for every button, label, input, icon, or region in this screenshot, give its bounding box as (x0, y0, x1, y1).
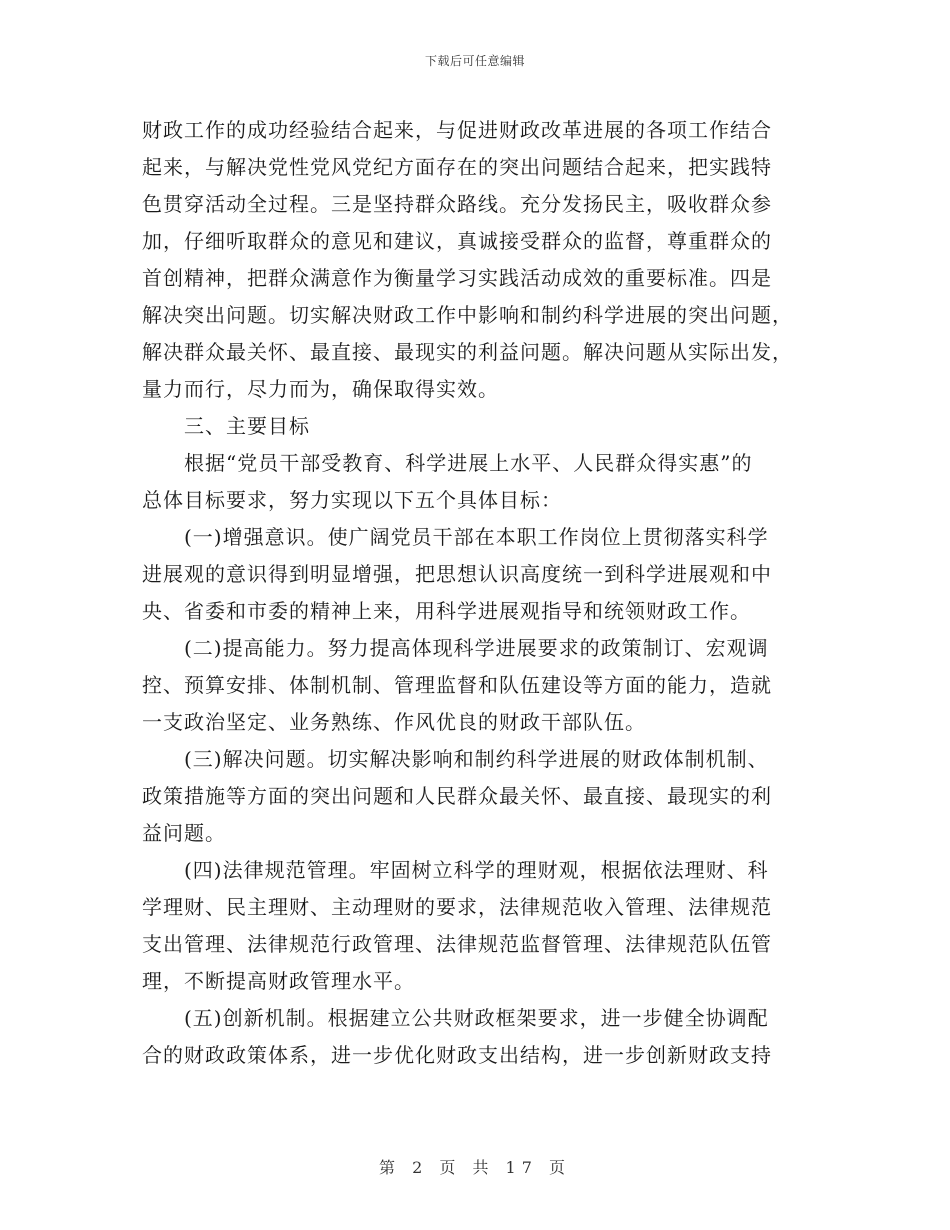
text-line: 合的财政政策体系，进一步优化财政支出结构，进一步创新财政支持 (142, 1043, 772, 1067)
text-line: 解决群众最关怀、最直接、最现实的利益问题。解决问题从实际出发， (142, 340, 793, 364)
document-body (142, 112, 806, 1074)
text-line: 加，仔细听取群众的意见和建议，真诚接受群众的监督，尊重群众的 (142, 229, 772, 253)
text-line: (五)创新机制。根据建立公共财政框架要求，进一步健全协调配 (142, 1006, 769, 1030)
text-line: 控、预算安排、体制机制、管理监督和队伍建设等方面的能力，造就 (142, 673, 772, 697)
text-line: (一)增强意识。使广阔党员干部在本职工作岗位上贯彻落实科学 (142, 525, 769, 549)
page-header: 下载后可任意编辑 (424, 54, 525, 68)
text-line: 支出管理、法律规范行政管理、法律规范监督管理、法律规范队伍管 (142, 932, 772, 956)
text-line: 政策措施等方面的突出问题和人民群众最关怀、最直接、最现实的利 (142, 784, 772, 808)
text-line: 解决突出问题。切实解决财政工作中影响和制约科学进展的突出问题， (142, 303, 793, 327)
text-line: 学理财、民主理财、主动理财的要求，法律规范收入管理、法律规范 (142, 895, 772, 919)
text-line: 起来，与解决党性党风党纪方面存在的突出问题结合起来，把实践特 (142, 155, 772, 179)
text-line: 进展观的意识得到明显增强，把思想认识高度统一到科学进展观和中 (142, 562, 772, 586)
text-line: 首创精神，把群众满意作为衡量学习实践活动成效的重要标准。四是 (142, 266, 772, 290)
text-line: (四)法律规范管理。牢固树立科学的理财观，根据依法理财、科 (142, 858, 769, 882)
text-line: 央、省委和市委的精神上来，用科学进展观指导和统领财政工作。 (142, 599, 751, 623)
section-heading: 三、主要目标 (142, 414, 310, 438)
text-line: 根据“党员干部受教育、科学进展上水平、人民群众得实惠”的 (142, 451, 753, 475)
text-line: 色贯穿活动全过程。三是坚持群众路线。充分发扬民主，吸收群众参 (142, 192, 772, 216)
page-number: 第 2 页 共 17 页 (379, 1158, 571, 1177)
text-line: 理，不断提高财政管理水平。 (142, 969, 415, 993)
text-line: 总体目标要求，努力实现以下五个具体目标： (142, 488, 562, 512)
text-line: 财政工作的成功经验结合起来，与促进财政改革进展的各项工作结合 (142, 118, 772, 142)
text-line: 一支政治坚定、业务熟练、作风优良的财政干部队伍。 (142, 710, 646, 734)
text-line: 益问题。 (142, 821, 226, 845)
text-line: (二)提高能力。努力提高体现科学进展要求的政策制订、宏观调 (142, 636, 769, 660)
text-line: 量力而行，尽力而为，确保取得实效。 (142, 377, 499, 401)
text-line: (三)解决问题。切实解决影响和制约科学进展的财政体制机制、 (142, 747, 769, 771)
